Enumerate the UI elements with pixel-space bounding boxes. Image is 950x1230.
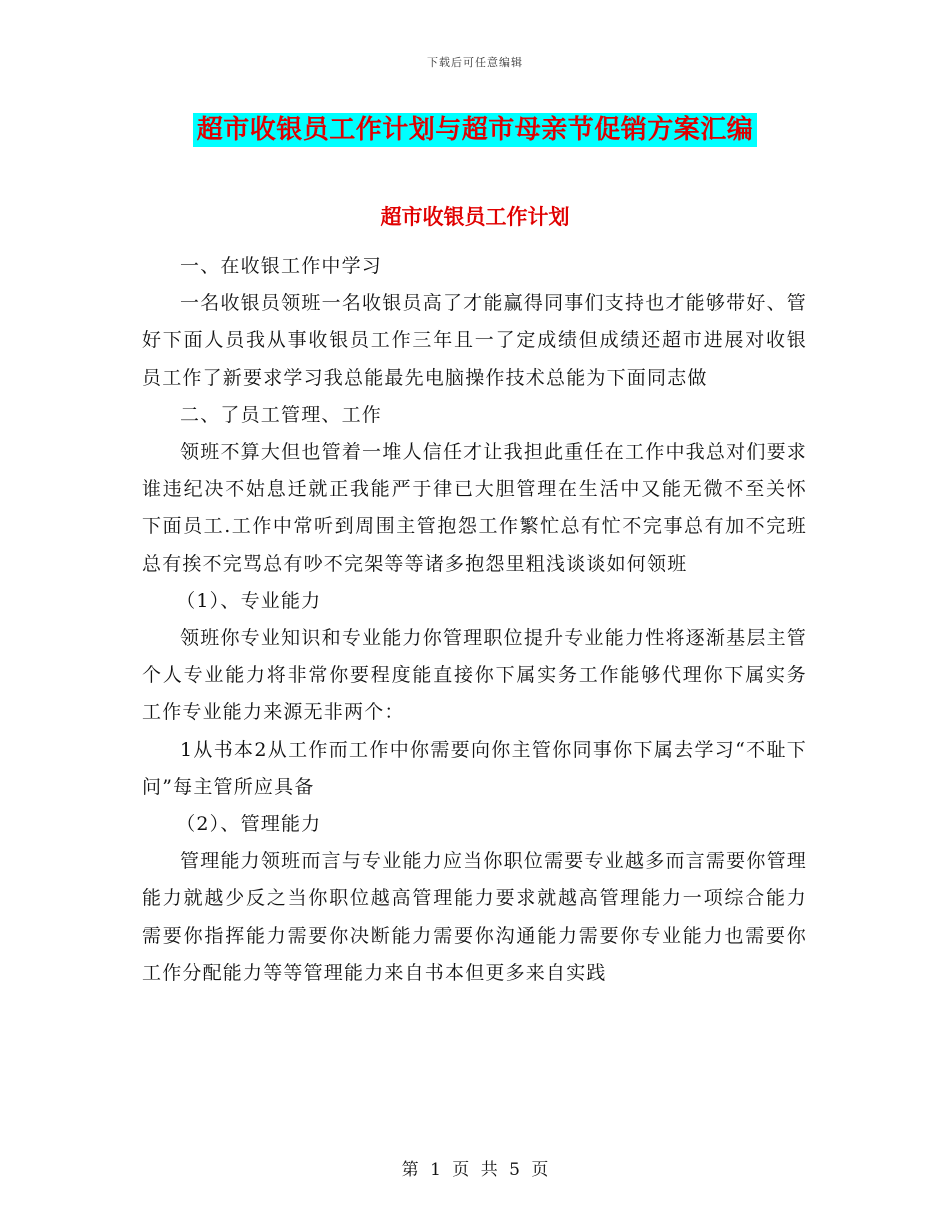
body-paragraph: 领班不算大但也管着一堆人信任才让我担此重任在工作中我总对们要求谁违纪决不姑息迁就正我能严于律已大胆管理在生活中又能无微不至关怀下面员工.工作中常听到周围主管抱怨工作繁忙总有忙不完事总有加不完班总有挨不完骂总有吵不完架等等诸多抱怨里粗浅谈谈如何领班 <box>142 441 807 575</box>
document-title-container <box>0 113 950 147</box>
body-paragraph: 领班你专业知识和专业能力你管理职位提升专业能力性将逐渐基层主管个人专业能力将非常你要程度能直接你下属实务工作能够代理你下属实务工作专业能力来源无非两个： <box>142 627 807 724</box>
heading-paragraph: 二、了员工管理、工作 <box>180 403 383 426</box>
document-body <box>142 248 807 992</box>
page-header-note: 下载后可任意编辑 <box>427 56 523 69</box>
body-paragraph: 管理能力领班而言与专业能力应当你职位需要专业越多而言需要你管理能力就越少反之当你职位越高管理能力要求就越高管理能力一项综合能力需要你指挥能力需要你决断能力需要你沟通能力需要你专业能力也需要你工作分配能力等等管理能力来自书本但更多来自实践 <box>142 850 807 984</box>
page-number-footer: 第 1 页 共 5 页 <box>401 1160 549 1180</box>
section-title: 超市收银员工作计划 <box>380 204 570 229</box>
subheading-paragraph: （1）、专业能力 <box>176 589 322 612</box>
document-title: 超市收银员工作计划与超市母亲节促销方案汇编 <box>193 113 758 147</box>
heading-paragraph: 一、在收银工作中学习 <box>180 255 383 277</box>
body-paragraph: 1从书本2从工作而工作中你需要向你主管你同事你下属去学习“不耻下问”每主管所应具备 <box>142 738 807 798</box>
body-paragraph: 一名收银员领班一名收银员高了才能赢得同事们支持也才能够带好、管好下面人员我从事收银员工作三年且一了定成绩但成绩还超市进展对收银员工作了新要求学习我总能最先电脑操作技术总能为下面同志做 <box>142 292 807 389</box>
subheading-paragraph: （2）、管理能力 <box>176 813 322 836</box>
